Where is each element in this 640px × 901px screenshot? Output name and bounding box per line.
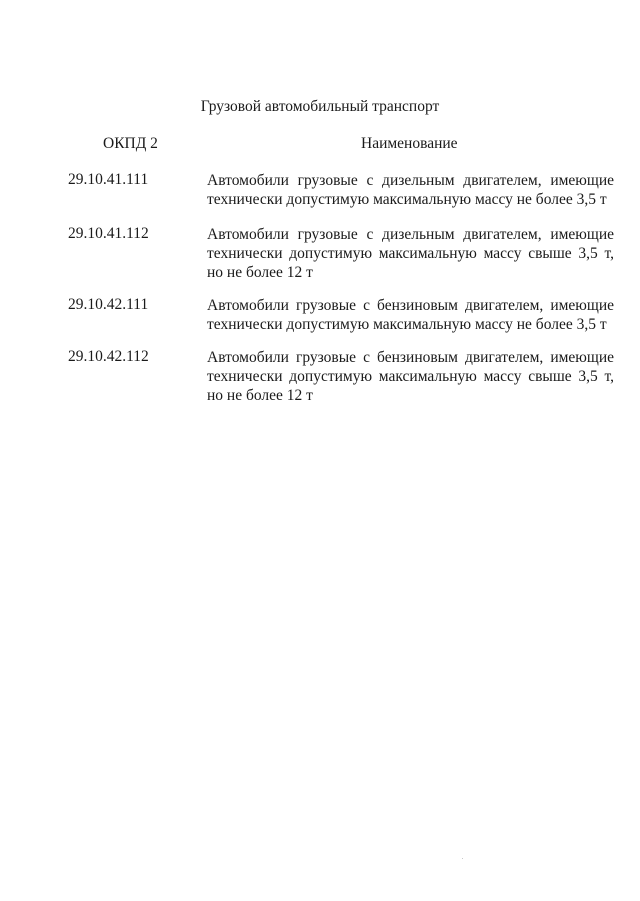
okpd-code: 29.10.42.112 bbox=[68, 348, 149, 365]
description-line: Автомобили грузовые с бензиновым двигателем, имеющие bbox=[207, 297, 614, 314]
item-description bbox=[207, 348, 614, 405]
scan-artifact bbox=[462, 858, 463, 859]
item-description bbox=[207, 171, 614, 209]
description-line: но не более 12 т bbox=[207, 264, 313, 281]
description-line: технически допустимую максимальную массу свыше 3,5 т, bbox=[207, 368, 614, 385]
description-line: технически допустимую максимальную массу свыше 3,5 т, bbox=[207, 245, 614, 262]
okpd-code: 29.10.42.111 bbox=[68, 296, 149, 313]
description-line: Автомобили грузовые с дизельным двигателем, имеющие bbox=[207, 226, 614, 243]
okpd-code: 29.10.41.112 bbox=[68, 225, 149, 242]
okpd-code: 29.10.41.111 bbox=[68, 171, 149, 188]
item-description bbox=[207, 225, 614, 282]
item-description bbox=[207, 296, 614, 334]
description-line: Автомобили грузовые с дизельным двигателем, имеющие bbox=[207, 172, 614, 189]
column-header-okpd: ОКПД 2 bbox=[103, 135, 158, 152]
column-header-name: Наименование bbox=[361, 135, 458, 152]
description-line: технически допустимую максимальную массу не более 3,5 т bbox=[207, 316, 607, 333]
description-line: технически допустимую максимальную массу не более 3,5 т bbox=[207, 191, 607, 208]
description-line: но не более 12 т bbox=[207, 387, 313, 404]
page-title: Грузовой автомобильный транспорт bbox=[200, 98, 440, 115]
description-line: Автомобили грузовые с бензиновым двигателем, имеющие bbox=[207, 349, 614, 366]
